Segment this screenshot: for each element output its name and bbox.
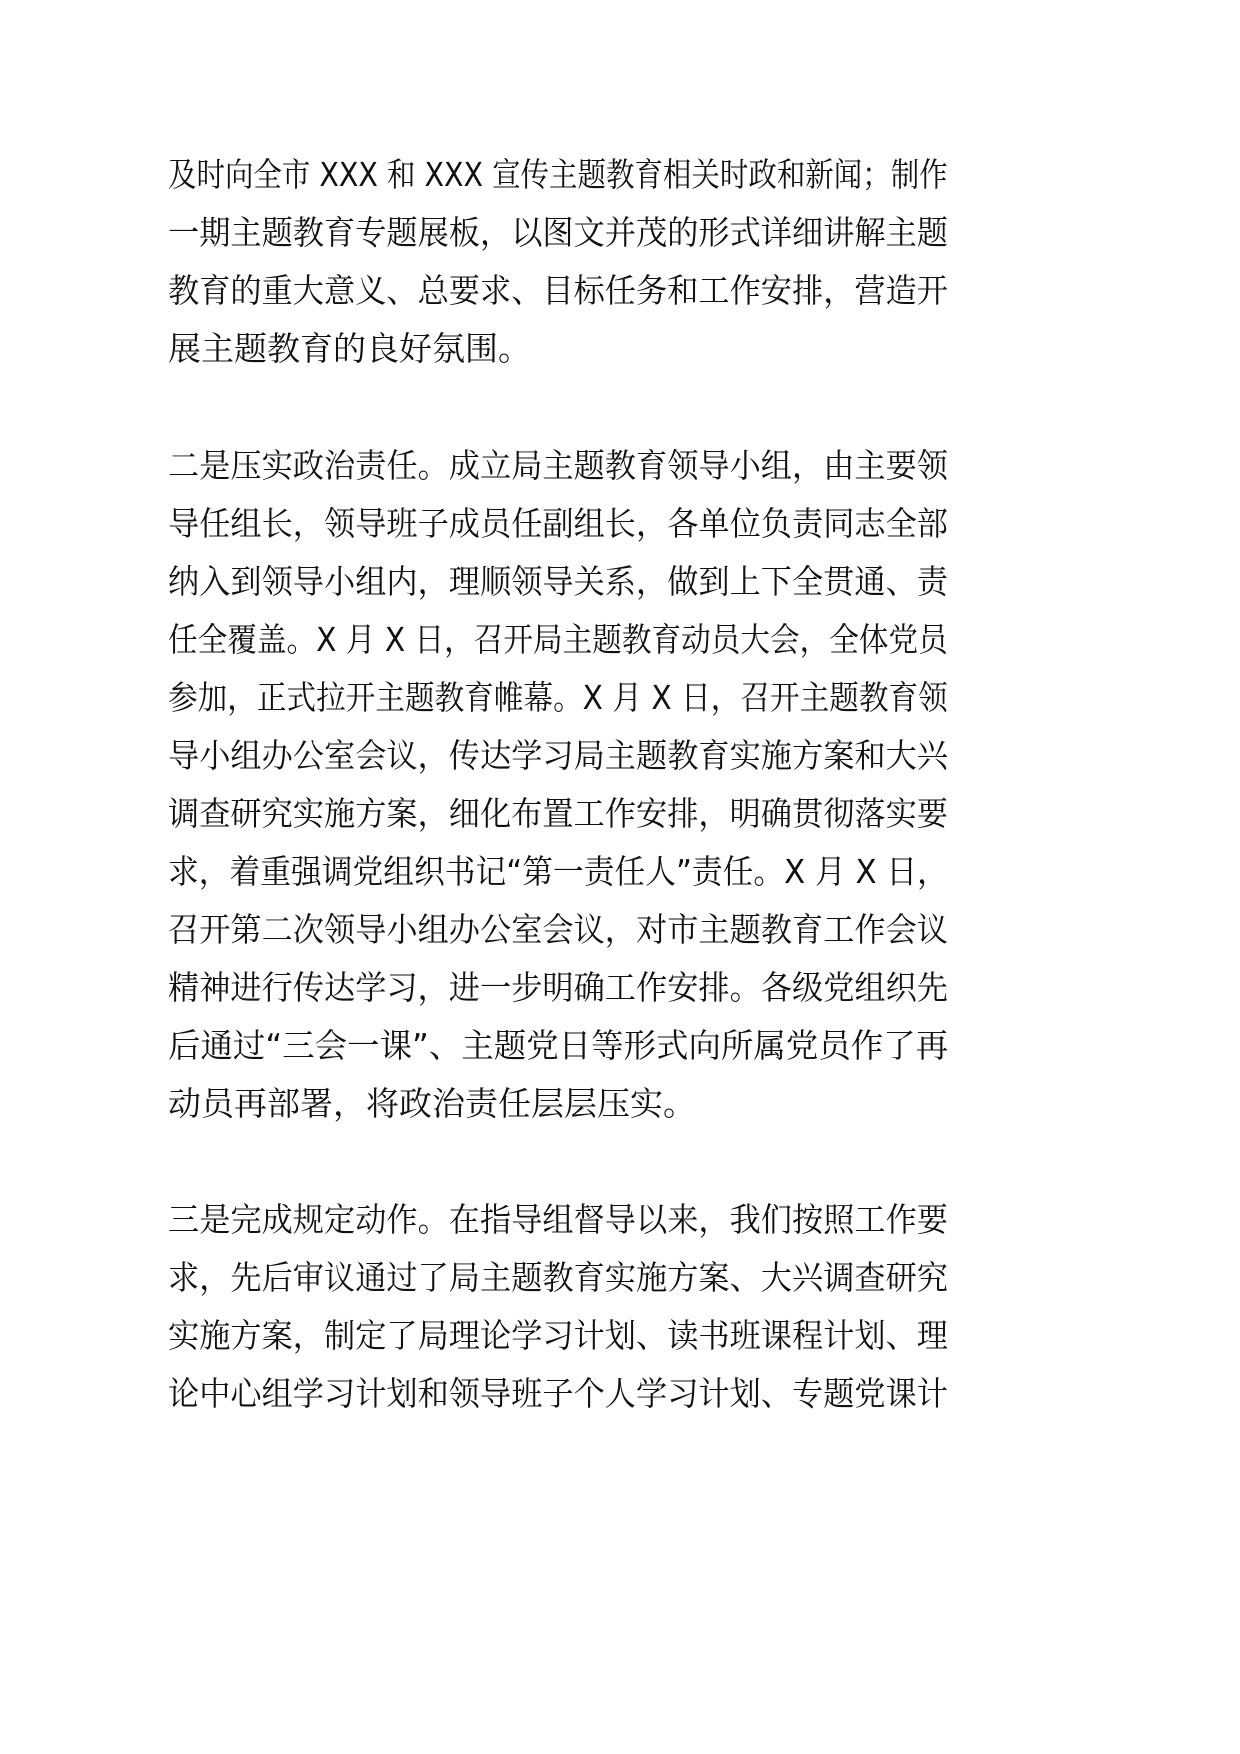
text-line: 求，先后审议通过了局主题教育实施方案、大兴调查研究: [168, 1258, 948, 1297]
text-line: 论中心组学习计划和领导班子个人学习计划、专题党课计: [168, 1374, 948, 1413]
text-line: 动员再部署，将政治责任层层压实。: [168, 1084, 696, 1123]
text-line: 及时向全市 XXX 和 XXX 宣传主题教育相关时政和新闻；制作: [168, 155, 948, 194]
text-line: 一期主题教育专题展板，以图文并茂的形式详细讲解主题: [168, 213, 948, 252]
text-line: 调查研究实施方案，细化布置工作安排，明确贯彻落实要: [168, 794, 948, 833]
paragraph-publicity: [168, 146, 948, 378]
text-line: 任全覆盖。X 月 X 日，召开局主题教育动员大会，全体党员: [168, 620, 948, 659]
text-line: 三是完成规定动作。在指导组督导以来，我们按照工作要: [168, 1200, 948, 1239]
text-line: 纳入到领导小组内，理顺领导关系，做到上下全贯通、责: [168, 562, 948, 601]
paragraph-political-responsibility: [168, 437, 948, 1133]
text-line: 教育的重大意义、总要求、目标任务和工作安排，营造开: [168, 271, 948, 310]
text-line: 导小组办公室会议，传达学习局主题教育实施方案和大兴: [168, 736, 948, 775]
text-line: 召开第二次领导小组办公室会议，对市主题教育工作会议: [168, 910, 948, 949]
text-line: 二是压实政治责任。成立局主题教育领导小组，由主要领: [168, 446, 948, 485]
text-line: 展主题教育的良好氛围。: [168, 329, 531, 368]
paragraph-prescribed-actions: [168, 1191, 948, 1423]
text-line: 参加，正式拉开主题教育帷幕。X 月 X 日，召开主题教育领: [168, 678, 948, 717]
text-line: 后通过“三会一课”、主题党日等形式向所属党员作了再: [168, 1026, 949, 1065]
text-line: 实施方案，制定了局理论学习计划、读书班课程计划、理: [168, 1316, 948, 1355]
text-line: 求，着重强调党组织书记“第一责任人”责任。X 月 X 日，: [168, 852, 948, 891]
text-line: 精神进行传达学习，进一步明确工作安排。各级党组织先: [168, 968, 948, 1007]
text-line: 导任组长，领导班子成员任副组长，各单位负责同志全部: [168, 504, 948, 543]
